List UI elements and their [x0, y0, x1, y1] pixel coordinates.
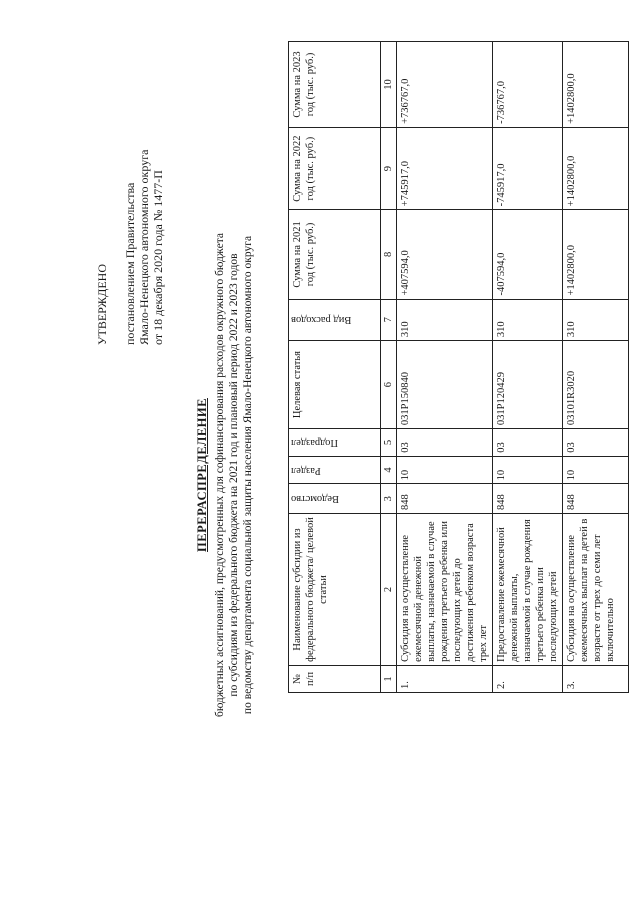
header-vid: [289, 299, 381, 341]
row-sum2023: -736767,0: [493, 42, 563, 128]
title-line: по субсидиям из федерального бюджета на 2021 год и плановый период 2022 и 2023 годов: [228, 253, 240, 697]
header-podrazdel: [289, 429, 381, 457]
row-vedomstvo: 848: [563, 484, 629, 514]
row-target: 03101R3020: [563, 341, 629, 429]
table-row: [397, 42, 493, 693]
col-number: 7: [381, 299, 397, 341]
row-name: Предоставление ежемесячной денежной выплаты, назначаемой в случае рождения третьего ребенка или последующих детей: [493, 514, 563, 666]
redistribution-table: [288, 41, 629, 693]
approval-line: Ямало-Ненецкого автономного округа: [137, 149, 151, 345]
header-vedomstvo-label: Ведомство: [291, 493, 339, 505]
row-vedomstvo: 848: [397, 484, 493, 514]
header-sum2021: Сумма на 2021 год (тыс. руб.): [289, 210, 381, 299]
row-sum2021: +1402800,0: [563, 210, 629, 299]
header-sum2023: Сумма на 2023 год (тыс. руб.): [289, 42, 381, 128]
header-target: Целевая статья: [289, 341, 381, 429]
row-vedomstvo: 848: [493, 484, 563, 514]
row-vid: 310: [397, 299, 493, 341]
col-number: 4: [381, 456, 397, 484]
header-razdel-label: Раздел: [291, 464, 321, 476]
approval-date-line: от 18 декабря 2020 года № 1477-П: [151, 170, 165, 345]
row-name: Субсидия на осуществление ежемесячных выплат на детей в возрасте от трех до семи лет включительно: [563, 514, 629, 666]
approval-line: постановлением Правительства: [123, 182, 137, 345]
row-sum2021: +407594,0: [397, 210, 493, 299]
col-number: 1: [381, 665, 397, 692]
approval-block: [95, 25, 165, 345]
col-number: 3: [381, 484, 397, 514]
row-sum2023: +736767,0: [397, 42, 493, 128]
row-name: Субсидия на осуществление ежемесячной денежной выплаты, назначаемой в случае рождения третьего ребенка или последующих детей до достижения ребенком возраста трех лет: [397, 514, 493, 666]
table-row: [563, 42, 629, 693]
row-sum2022: +1402800,0: [563, 127, 629, 209]
title-line: бюджетных ассигнований, предусмотренных для софинансирования расходов окружного бюджета: [214, 233, 226, 717]
col-number: 5: [381, 429, 397, 457]
row-podrazdel: 03: [493, 429, 563, 457]
header-razdel: [289, 456, 381, 484]
row-num: 3.: [563, 665, 629, 692]
title-line: по ведомству департамента социальной защиты населения Ямало-Ненецкого автономного округа: [242, 235, 254, 715]
column-number-row: [381, 42, 397, 693]
col-number: 10: [381, 42, 397, 128]
row-vid: 310: [563, 299, 629, 341]
header-vedomstvo: [289, 484, 381, 514]
row-num: 1.: [397, 665, 493, 692]
row-target: 031P120429: [493, 341, 563, 429]
row-target: 031P150840: [397, 341, 493, 429]
table-header-row: [289, 42, 381, 693]
col-number: 2: [381, 514, 397, 666]
row-podrazdel: 03: [563, 429, 629, 457]
header-vid-label: Вид расходов: [291, 314, 352, 326]
row-razdel: 10: [397, 456, 493, 484]
header-name: Наименование субсидии из федерального бюджета/ целевой статьи: [289, 514, 381, 666]
header-podrazdel-label: Подраздел: [291, 436, 338, 448]
row-vid: 310: [493, 299, 563, 341]
header-num: № п/п: [289, 665, 381, 692]
approved-label: УТВЕРЖДЕНО: [95, 263, 109, 345]
row-num: 2.: [493, 665, 563, 692]
col-number: 6: [381, 341, 397, 429]
col-number: 8: [381, 210, 397, 299]
row-podrazdel: 03: [397, 429, 493, 457]
row-razdel: 10: [563, 456, 629, 484]
table-row: [493, 42, 563, 693]
row-sum2023: +1402800,0: [563, 42, 629, 128]
row-sum2021: -407594,0: [493, 210, 563, 299]
row-sum2022: -745917,0: [493, 127, 563, 209]
header-sum2022: Сумма на 2022 год (тыс. руб.): [289, 127, 381, 209]
row-razdel: 10: [493, 456, 563, 484]
document-heading: ПЕРЕРАСПРЕДЕЛЕНИЕ: [195, 398, 209, 552]
document-title: [195, 195, 255, 755]
col-number: 9: [381, 127, 397, 209]
row-sum2022: +745917,0: [397, 127, 493, 209]
